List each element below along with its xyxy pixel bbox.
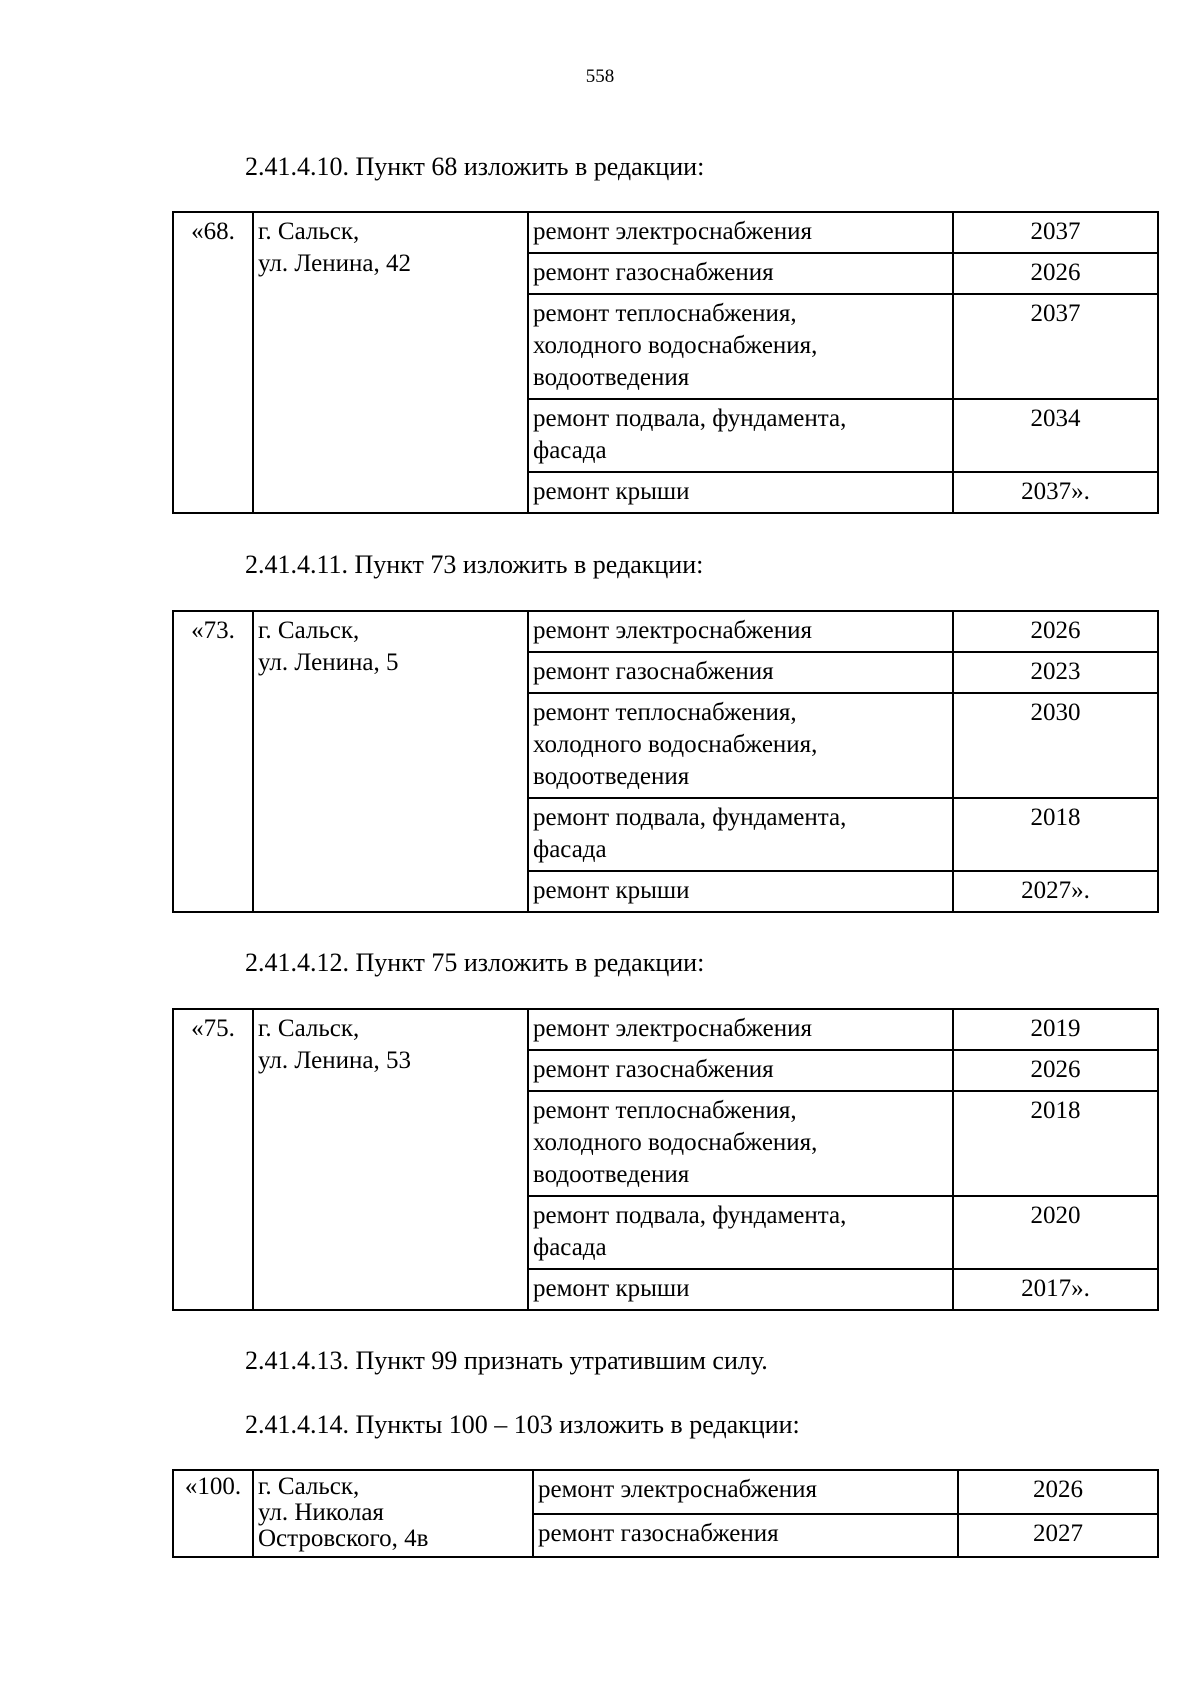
work-year: 2027 (958, 1514, 1158, 1558)
schedule-table (172, 1008, 1159, 1311)
work-year: 2027». (953, 871, 1158, 912)
item-number: «100. (173, 1470, 253, 1557)
item-number: «75. (173, 1009, 253, 1310)
schedule-table (172, 211, 1159, 514)
work-year: 2030 (953, 693, 1158, 798)
work-year: 2018 (953, 1091, 1158, 1196)
work-type: ремонт теплоснабжения, холодного водоснабжения, водоотведения (528, 1091, 953, 1196)
item-number: «68. (173, 212, 253, 513)
work-type: ремонт электроснабжения (528, 1009, 953, 1050)
item-number: «73. (173, 611, 253, 912)
work-year: 2026 (953, 253, 1158, 294)
work-type: ремонт газоснабжения (528, 652, 953, 693)
work-year: 2018 (953, 798, 1158, 871)
section-heading: 2.41.4.14. Пункты 100 – 103 изложить в редакции: (245, 1410, 800, 1439)
work-year: 2026 (958, 1470, 1158, 1514)
section-heading: 2.41.4.11. Пункт 73 изложить в редакции: (245, 550, 704, 579)
section-heading: 2.41.4.12. Пункт 75 изложить в редакции: (245, 948, 705, 977)
work-year: 2026 (953, 1050, 1158, 1091)
work-year: 2023 (953, 652, 1158, 693)
work-year: 2037». (953, 472, 1158, 513)
section-heading: 2.41.4.13. Пункт 99 признать утратившим силу. (245, 1346, 768, 1375)
work-type: ремонт подвала, фундамента, фасада (528, 399, 953, 472)
section-heading: 2.41.4.10. Пункт 68 изложить в редакции: (245, 152, 705, 181)
work-year: 2037 (953, 294, 1158, 399)
work-type: ремонт теплоснабжения, холодного водоснабжения, водоотведения (528, 693, 953, 798)
work-type: ремонт газоснабжения (528, 253, 953, 294)
work-year: 2034 (953, 399, 1158, 472)
work-type: ремонт электроснабжения (528, 611, 953, 652)
work-type: ремонт теплоснабжения, холодного водоснабжения, водоотведения (528, 294, 953, 399)
work-type: ремонт электроснабжения (533, 1470, 958, 1514)
schedule-table (172, 1469, 1159, 1558)
work-type: ремонт электроснабжения (528, 212, 953, 253)
work-year: 2026 (953, 611, 1158, 652)
work-type: ремонт крыши (528, 1269, 953, 1310)
work-type: ремонт крыши (528, 871, 953, 912)
item-address: г. Сальск, ул. Ленина, 53 (253, 1009, 528, 1310)
work-year: 2017». (953, 1269, 1158, 1310)
item-address: г. Сальск, ул. Николая Островского, 4в (253, 1470, 533, 1557)
page-number: 558 (585, 66, 615, 87)
work-year: 2037 (953, 212, 1158, 253)
work-year: 2020 (953, 1196, 1158, 1269)
work-year: 2019 (953, 1009, 1158, 1050)
work-type: ремонт газоснабжения (528, 1050, 953, 1091)
item-address: г. Сальск, ул. Ленина, 42 (253, 212, 528, 513)
schedule-table (172, 610, 1159, 913)
work-type: ремонт подвала, фундамента, фасада (528, 1196, 953, 1269)
work-type: ремонт газоснабжения (533, 1514, 958, 1558)
item-address: г. Сальск, ул. Ленина, 5 (253, 611, 528, 912)
work-type: ремонт крыши (528, 472, 953, 513)
work-type: ремонт подвала, фундамента, фасада (528, 798, 953, 871)
